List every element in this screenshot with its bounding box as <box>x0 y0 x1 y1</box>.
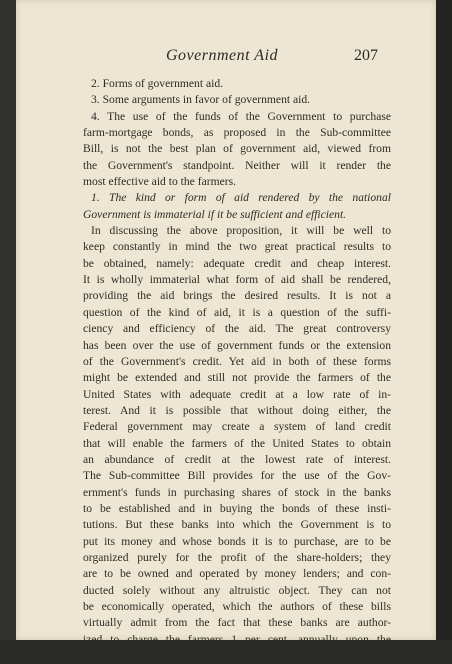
text-line: question of the kind of aid, it is a question of the suffi- <box>83 305 391 319</box>
book-page <box>16 0 436 663</box>
text-line: 2. Forms of government aid. <box>91 77 224 90</box>
text-line: terest. And it is possible that without doing either, the <box>83 403 391 417</box>
page-header <box>16 47 436 67</box>
text-line: that will enable the farmers of the United States to obtain <box>83 436 391 450</box>
text-line: Bill, is not the best plan of government aid, viewed from <box>83 142 391 156</box>
text-line: an abundance of credit at the lowest rate of interest. <box>83 452 391 466</box>
text-line: farm-mortgage bonds, as proposed in the Sub-committee <box>83 126 391 140</box>
text-line: United States with adequate credit at a low rate of in- <box>83 387 391 401</box>
text-line: ducted solely without any altruistic object. They can not <box>83 583 391 597</box>
text-line: are to be owned and operated by money lenders; and con- <box>83 567 391 581</box>
running-title: Government Aid <box>166 47 279 64</box>
text-line: Government is immaterial if it be sufficient and efficient. <box>83 207 347 221</box>
text-line: of the Government's credit. Yet aid in both of these forms <box>83 354 391 368</box>
text-line: In discussing the above proposition, it will be well to <box>91 224 391 238</box>
text-line: 1. The kind or form of aid rendered by the national <box>91 191 391 205</box>
text-line: to be established and in buying the bonds of these insti- <box>83 501 391 515</box>
text-line: 3. Some arguments in favor of government aid. <box>91 93 311 107</box>
text-line: amount of their loans, simply to pay the administration <box>83 649 391 663</box>
text-line: be economically operated, which the authors of these bills <box>83 600 391 613</box>
text-line: organized purely for the profit of the share-holders; they <box>83 550 391 564</box>
text-line: It is wholly immaterial what form of aid shall be rendered, <box>83 273 391 287</box>
book-gutter <box>0 0 16 640</box>
text-line: might be extended and still not provide the farmers of the <box>83 371 391 385</box>
text-line: put its money and whose bonds it is to purchase, are to be <box>83 534 391 548</box>
text-line: providing the aid brings the desired results. It is not a <box>83 289 391 303</box>
text-line: keep constantly in mind the two great practical results to <box>83 240 391 254</box>
text-line: The Sub-committee Bill provides for the use of the Gov- <box>83 469 391 483</box>
text-line: has been over the use of government funds or the extension <box>83 338 391 352</box>
text-line: the Government's standpoint. Neither will it render the <box>83 158 391 172</box>
text-line: ernment's funds in purchasing shares of stock in the banks <box>83 485 391 499</box>
page-number: 207 <box>354 47 378 64</box>
text-line: ciency and efficiency of the aid. The great controversy <box>83 322 391 336</box>
text-line: ized to charge the farmers 1 per cent. annually upon the <box>83 632 391 646</box>
background-edge <box>436 0 452 640</box>
text-line: Federal government may create a system of land credit <box>83 420 391 434</box>
page-body-text <box>83 76 391 664</box>
text-line: 4. The use of the funds of the Government to purchase <box>91 109 391 123</box>
text-line: most effective aid to the farmers. <box>83 175 237 189</box>
text-line: tutions. But these banks into which the Government is to <box>83 518 391 532</box>
text-line: virtually admit from the fact that these banks are author- <box>83 616 391 630</box>
text-line: be obtained, namely: adequate credit and cheap interest. <box>83 256 391 270</box>
